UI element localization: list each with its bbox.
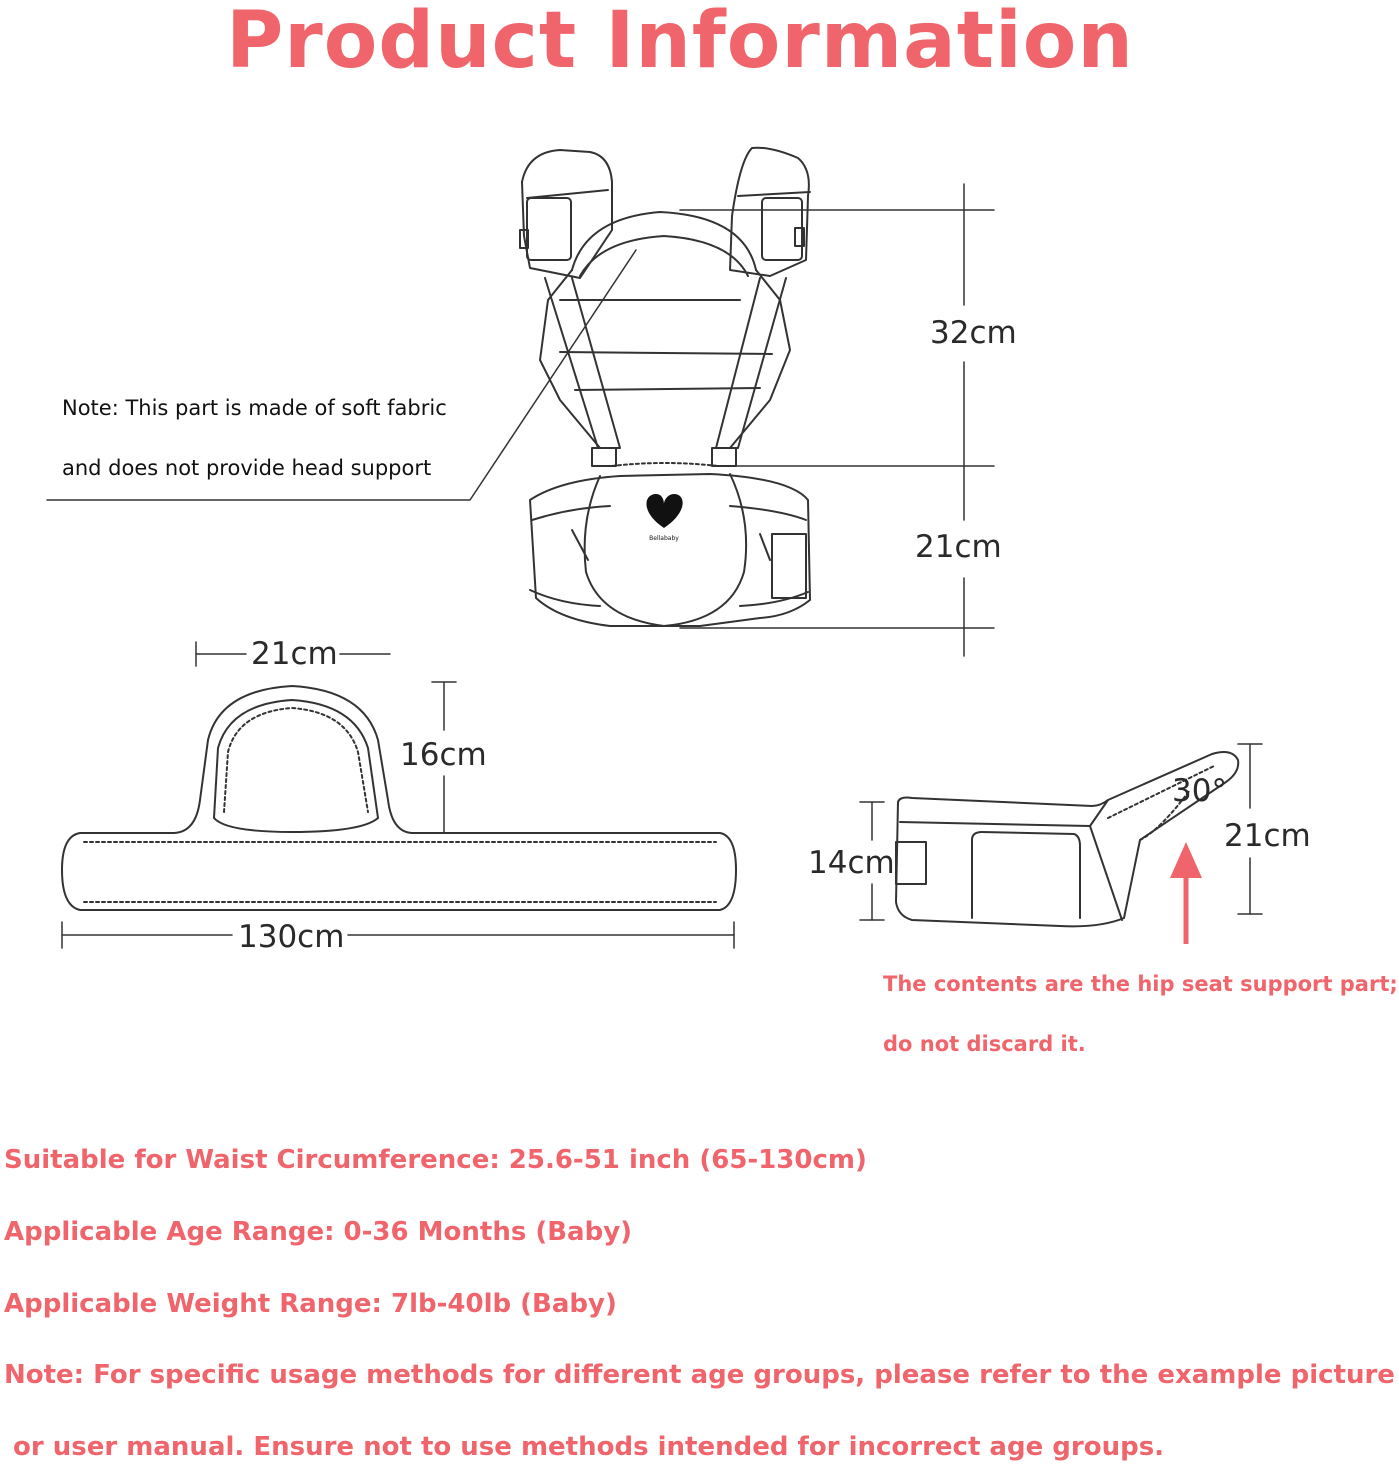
hip-seat-note-line1: The contents are the hip seat support part; — [883, 972, 1398, 996]
carrier-note-line2: and does not provide head support — [62, 456, 432, 480]
carrier-height-upper-label: 32cm — [930, 315, 1017, 351]
svg-text:Bellababy: Bellababy — [649, 535, 679, 542]
page-title: Product Information — [226, 0, 1134, 86]
spec-note-line1: Note: For specific usage methods for different age groups, please refer to the example picture — [4, 1360, 1395, 1390]
hip-seat-angle-label: 30° — [1172, 773, 1227, 809]
hip-seat-front-height-label: 14cm — [808, 845, 895, 881]
brand-logo — [646, 494, 682, 542]
waistband-length-label: 130cm — [238, 919, 345, 955]
spec-weight: Applicable Weight Range: 7lb-40lb (Baby) — [4, 1289, 617, 1319]
carrier-height-lower-label: 21cm — [915, 529, 1002, 565]
hip-seat-note-line2: do not discard it. — [883, 1032, 1086, 1056]
spec-note-line2: or user manual. Ensure not to use methods intended for incorrect age groups. — [4, 1432, 1165, 1462]
hip-seat-arrow-icon — [1170, 842, 1202, 944]
spec-age: Applicable Age Range: 0-36 Months (Baby) — [4, 1217, 633, 1247]
carrier-note-line1: Note: This part is made of soft fabric — [62, 396, 447, 420]
waistband-height-label: 16cm — [400, 737, 487, 773]
waistband-width-label: 21cm — [251, 636, 338, 672]
waistband-illustration — [62, 686, 736, 910]
spec-waist: Suitable for Waist Circumference: 25.6-51 inch (65-130cm) — [4, 1145, 867, 1175]
carrier-illustration — [520, 148, 810, 626]
hip-seat-back-height-label: 21cm — [1224, 818, 1311, 854]
